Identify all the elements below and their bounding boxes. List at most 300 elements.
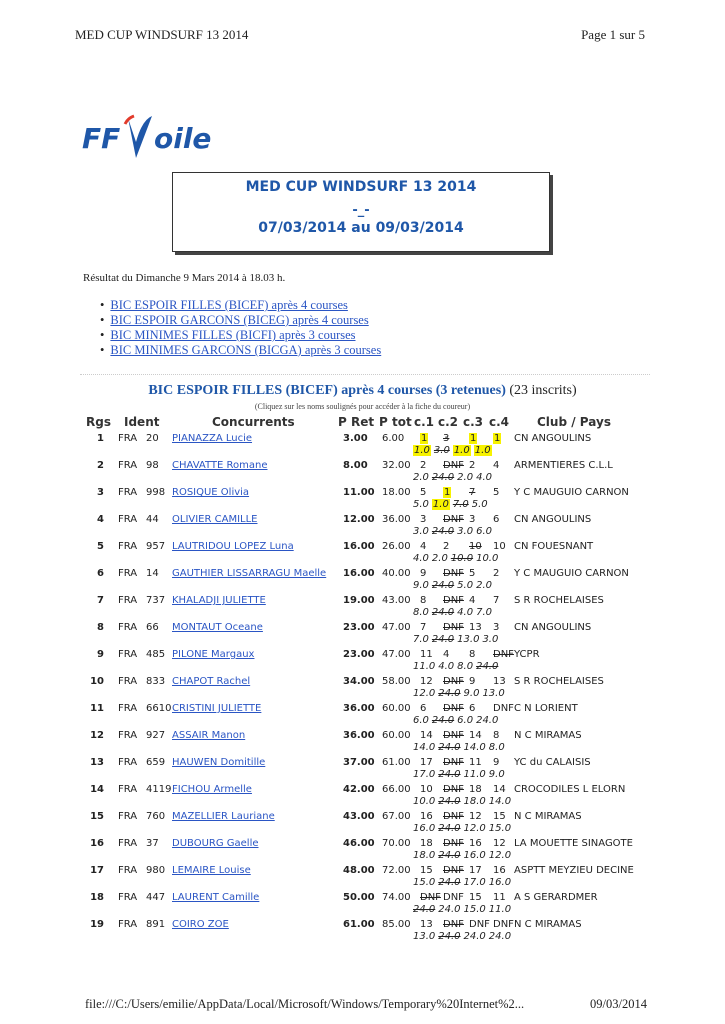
footer-url: file:///C:/Users/emilie/AppData/Local/Microsoft/Windows/Temporary%20Internet%2... <box>85 997 525 1011</box>
race-1: 3 <box>420 514 427 525</box>
sail-number: 14 <box>146 568 159 579</box>
race-points <box>413 607 495 618</box>
race-point: 24.0 <box>413 904 436 915</box>
race-point: 24.0 <box>488 931 512 942</box>
points-retained: 43.00 <box>343 811 375 822</box>
points-retained: 46.00 <box>343 838 375 849</box>
race-point: 13.0 <box>457 634 480 645</box>
nation: FRA <box>118 838 138 849</box>
points-retained: 19.00 <box>343 595 375 606</box>
race-point: 2.0 <box>476 580 492 591</box>
club: YC du CALAISIS <box>514 757 591 768</box>
race-point: 13.0 <box>482 688 505 699</box>
result-timestamp: Résultat du Dimanche 9 Mars 2014 à 18.03 h. <box>83 272 286 284</box>
rank: 12 <box>90 730 104 741</box>
race-point: 24.0 <box>438 850 461 861</box>
sail-number: 6610 <box>146 703 172 714</box>
race-point: 11.0 <box>463 769 486 780</box>
event-dates: 07/03/2014 au 09/03/2014 <box>258 220 464 236</box>
race-point: 15.0 <box>413 877 436 888</box>
race-point: 24.0 <box>438 904 461 915</box>
points-total: 72.00 <box>382 865 411 876</box>
race-point: 24.0 <box>438 877 461 888</box>
race-point: 5.0 <box>457 580 474 591</box>
rank: 9 <box>97 649 104 660</box>
race-point: 13.0 <box>413 931 436 942</box>
points-retained: 23.00 <box>343 622 375 633</box>
category-link-bicef[interactable]: BIC ESPOIR FILLES (BICEF) après 4 courses <box>110 298 348 312</box>
race-point: 3.0 <box>413 526 429 537</box>
race-4: DNF <box>493 703 514 714</box>
points-total: 6.00 <box>382 433 405 444</box>
competitor-name[interactable]: LAURENT Camille <box>172 892 260 903</box>
race-2: DNF <box>443 460 464 471</box>
sail-number: 891 <box>146 919 166 930</box>
sail-number: 20 <box>146 433 159 444</box>
points-total: 18.00 <box>382 487 411 498</box>
race-3: 9 <box>469 676 476 687</box>
race-1: 10 <box>420 784 433 795</box>
category-link-bicga[interactable]: BIC MINIMES GARCONS (BICGA) après 3 courses <box>110 343 382 357</box>
race-2: DNF <box>443 811 464 822</box>
race-2: DNF <box>443 892 464 903</box>
points-total: 47.00 <box>382 622 411 633</box>
nation: FRA <box>118 541 138 552</box>
club: CROCODILES L ELORN <box>514 784 626 795</box>
rank: 1 <box>97 433 104 444</box>
category-item: • BIC MINIMES FILLES (BICFI) après 3 courses <box>100 328 356 342</box>
sail-number: 957 <box>146 541 166 552</box>
nation: FRA <box>118 919 138 930</box>
race-2: 2 <box>443 541 450 552</box>
points-total: 36.00 <box>382 514 411 525</box>
points-retained: 23.00 <box>343 649 375 660</box>
sail-number: 447 <box>146 892 166 903</box>
race-4: DNF <box>493 919 514 930</box>
footer-date: 09/03/2014 <box>590 997 647 1011</box>
race-point: 16.0 <box>488 877 512 888</box>
points-retained: 36.00 <box>343 730 375 741</box>
competitor-name[interactable]: GAUTHIER LISSARRAGU Maelle <box>172 568 327 579</box>
points-retained: 11.00 <box>343 487 375 498</box>
race-1: 6 <box>420 703 427 714</box>
nation: FRA <box>118 460 138 471</box>
nation: FRA <box>118 892 138 903</box>
points-total: 60.00 <box>382 730 411 741</box>
race-2: DNF <box>443 838 464 849</box>
race-4: 7 <box>493 595 500 606</box>
col-pret: P Ret <box>338 415 375 429</box>
points-total: 60.00 <box>382 703 411 714</box>
race-point: 14.0 <box>413 742 436 753</box>
points-total: 85.00 <box>382 919 411 930</box>
race-2: DNF <box>443 514 464 525</box>
race-points <box>413 688 508 699</box>
race-2: DNF <box>443 622 464 633</box>
race-point: 24.0 <box>438 796 461 807</box>
rank: 6 <box>97 568 104 579</box>
race-4: 9 <box>493 757 500 768</box>
divider <box>80 374 650 375</box>
nation: FRA <box>118 757 138 768</box>
race-2: DNF <box>443 676 464 687</box>
race-point: 16.0 <box>463 850 486 861</box>
race-3: 11 <box>469 757 482 768</box>
competitor-name[interactable]: COIRO ZOE <box>172 919 229 930</box>
race-points <box>413 661 501 672</box>
race-point: 3.0 <box>433 445 450 456</box>
race-point: 9.0 <box>463 688 480 699</box>
race-3: 17 <box>469 865 482 876</box>
race-3: 10 <box>469 541 482 552</box>
race-point: 8.0 <box>413 607 429 618</box>
race-3: 8 <box>469 649 476 660</box>
club: ARMENTIERES C.L.L <box>514 460 613 471</box>
points-total: 66.00 <box>382 784 411 795</box>
race-point: 18.0 <box>463 796 486 807</box>
race-point: 10.0 <box>476 553 499 564</box>
club: YCPR <box>514 649 540 660</box>
points-retained: 16.00 <box>343 541 375 552</box>
race-point: 8.0 <box>457 661 474 672</box>
race-3: 2 <box>469 460 476 471</box>
points-retained: 37.00 <box>343 757 375 768</box>
race-point: 24.0 <box>438 823 461 834</box>
race-1: 1 <box>421 433 428 444</box>
rank: 19 <box>90 919 104 930</box>
points-total: 61.00 <box>382 757 411 768</box>
race-2: DNF <box>443 595 464 606</box>
race-4: 13 <box>493 676 506 687</box>
points-total: 40.00 <box>382 568 411 579</box>
race-1: 12 <box>420 676 433 687</box>
race-1: 11 <box>420 649 433 660</box>
race-1: 9 <box>420 568 427 579</box>
race-1: 4 <box>420 541 427 552</box>
race-point: 15.0 <box>463 904 486 915</box>
sail-number: 44 <box>146 514 159 525</box>
page-number: Page 1 sur 5 <box>581 27 645 42</box>
race-2: 4 <box>443 649 450 660</box>
competitor-name[interactable]: DUBOURG Gaelle <box>172 838 259 849</box>
points-retained: 8.00 <box>343 460 368 471</box>
competitor-name[interactable]: CHAPOT Rachel <box>172 676 251 687</box>
race-points <box>413 553 501 564</box>
race-point: 11.0 <box>413 661 436 672</box>
race-point: 24.0 <box>431 526 455 537</box>
col-concurrents: Concurrents <box>212 415 295 429</box>
competitor-name[interactable]: CRISTINI JULIETTE <box>172 703 262 714</box>
race-2: 1 <box>444 487 451 498</box>
race-point: 10.0 <box>413 796 436 807</box>
competitor-name[interactable]: HAUWEN Domitille <box>172 757 266 768</box>
points-total: 74.00 <box>382 892 411 903</box>
race-point: 24.0 <box>431 472 455 483</box>
competitor-name[interactable]: LAUTRIDOU LOPEZ Luna <box>172 541 294 552</box>
competitor-name[interactable]: ASSAIR Manon <box>172 730 246 741</box>
points-retained: 42.00 <box>343 784 375 795</box>
competitor-name[interactable]: KHALADJI JULIETTE <box>172 595 266 606</box>
rank: 3 <box>97 487 104 498</box>
rank: 15 <box>90 811 104 822</box>
points-retained: 16.00 <box>343 568 375 579</box>
section-title-count: (23 inscrits) <box>509 383 577 398</box>
event-title-box <box>172 172 550 252</box>
sail-number: 37 <box>146 838 159 849</box>
rank: 11 <box>90 703 104 714</box>
race-point: 24.0 <box>476 715 499 726</box>
nation: FRA <box>118 676 138 687</box>
category-item: • BIC ESPOIR GARCONS (BICEG) après 4 courses <box>100 313 369 327</box>
club: Y C MAUGUIO CARNON <box>514 568 629 579</box>
competitor-name[interactable]: ROSIQUE Olivia <box>172 487 250 498</box>
club: Y C MAUGUIO CARNON <box>514 487 629 498</box>
race-3: 1 <box>470 433 477 444</box>
race-1: 8 <box>420 595 427 606</box>
event-separator: -_- <box>352 203 370 218</box>
race-points <box>413 904 514 915</box>
nation: FRA <box>118 730 138 741</box>
col-c2: c.2 <box>438 415 459 429</box>
competitor-name[interactable]: LEMAIRE Louise <box>172 865 251 876</box>
section-title <box>0 383 725 399</box>
nation: FRA <box>118 514 138 525</box>
race-points <box>413 769 508 780</box>
nation: FRA <box>118 649 138 660</box>
race-point: 15.0 <box>488 823 512 834</box>
race-4: 8 <box>493 730 500 741</box>
sail-icon <box>122 112 154 162</box>
nation: FRA <box>118 595 138 606</box>
race-point: 17.0 <box>463 877 486 888</box>
logo-oile: oile <box>154 122 212 155</box>
race-point: 14.0 <box>463 742 486 753</box>
rank: 5 <box>97 541 104 552</box>
rank: 8 <box>97 622 104 633</box>
sail-number: 927 <box>146 730 166 741</box>
race-point: 7.0 <box>476 607 492 618</box>
race-point: 12.0 <box>463 823 486 834</box>
points-total: 47.00 <box>382 649 411 660</box>
race-point: 24.0 <box>463 931 486 942</box>
points-retained: 3.00 <box>343 433 368 444</box>
sail-number: 998 <box>146 487 166 498</box>
race-points <box>413 796 514 807</box>
nation: FRA <box>118 865 138 876</box>
section-title-main: BIC ESPOIR FILLES (BICEF) après 4 courses (3 retenues) <box>148 383 506 398</box>
race-2: DNF <box>443 919 464 930</box>
race-point: 6.0 <box>476 526 492 537</box>
race-4: 12 <box>493 838 506 849</box>
race-1: 5 <box>420 487 427 498</box>
race-4: DNF <box>493 649 514 660</box>
points-retained: 34.00 <box>343 676 375 687</box>
category-item: • BIC MINIMES GARCONS (BICGA) après 3 courses <box>100 343 382 357</box>
race-point: 1.0 <box>414 445 430 456</box>
race-2: DNF <box>443 784 464 795</box>
sail-number: 833 <box>146 676 166 687</box>
race-point: 6.0 <box>413 715 429 726</box>
race-point: 24.0 <box>438 769 461 780</box>
race-point: 12.0 <box>413 688 436 699</box>
race-3: 13 <box>469 622 482 633</box>
race-2: DNF <box>443 568 464 579</box>
competitor-name[interactable]: PILONE Margaux <box>172 649 255 660</box>
race-1: 14 <box>420 730 433 741</box>
col-ident: Ident <box>124 415 160 429</box>
race-2: DNF <box>443 865 464 876</box>
club: N C MIRAMAS <box>514 919 582 930</box>
race-3: 6 <box>469 703 476 714</box>
points-retained: 61.00 <box>343 919 375 930</box>
nation: FRA <box>118 811 138 822</box>
category-link-bicfi[interactable]: BIC MINIMES FILLES (BICFI) après 3 courses <box>110 328 356 342</box>
col-rgs: Rgs <box>86 415 111 429</box>
race-points <box>413 877 514 888</box>
race-points <box>413 931 514 942</box>
race-point: 9.0 <box>488 769 505 780</box>
race-point: 24.0 <box>431 580 455 591</box>
rank: 16 <box>90 838 104 849</box>
col-c4: c.4 <box>489 415 510 429</box>
points-retained: 48.00 <box>343 865 375 876</box>
club: N C MIRAMAS <box>514 811 582 822</box>
race-1: 15 <box>420 865 433 876</box>
race-points <box>413 634 501 645</box>
race-4: 11 <box>493 892 506 903</box>
rank: 10 <box>90 676 104 687</box>
rank: 18 <box>90 892 104 903</box>
ffvoile-logo <box>82 112 222 164</box>
race-point: 1.0 <box>474 445 491 456</box>
race-4: 4 <box>493 460 500 471</box>
club: ASPTT MEYZIEU DECINE <box>514 865 634 876</box>
race-point: 1.0 <box>453 445 470 456</box>
race-4: 16 <box>493 865 506 876</box>
race-point: 3.0 <box>457 526 474 537</box>
col-c1: c.1 <box>414 415 435 429</box>
race-2: 3 <box>443 433 450 444</box>
category-item: • BIC ESPOIR FILLES (BICEF) après 4 courses <box>100 298 348 312</box>
race-point: 2.0 <box>457 472 474 483</box>
category-link-biceg[interactable]: BIC ESPOIR GARCONS (BICEG) après 4 courses <box>110 313 369 327</box>
club: LA MOUETTE SINAGOTE <box>514 838 633 849</box>
race-point: 5.0 <box>413 499 429 510</box>
nation: FRA <box>118 784 138 795</box>
sail-number: 66 <box>146 622 159 633</box>
race-4: 5 <box>493 487 500 498</box>
points-total: 58.00 <box>382 676 411 687</box>
race-1: 17 <box>420 757 433 768</box>
race-3: 4 <box>469 595 476 606</box>
race-1: 18 <box>420 838 433 849</box>
race-4: 2 <box>493 568 500 579</box>
race-point: 3.0 <box>482 634 499 645</box>
points-retained: 12.00 <box>343 514 375 525</box>
race-point: 12.0 <box>488 850 512 861</box>
competitor-name[interactable]: PIANAZZA Lucie <box>172 433 253 444</box>
race-points <box>413 472 495 483</box>
race-point: 1.0 <box>432 499 449 510</box>
nation: FRA <box>118 568 138 579</box>
points-total: 32.00 <box>382 460 411 471</box>
race-point: 24.0 <box>438 688 461 699</box>
race-point: 10.0 <box>450 553 474 564</box>
race-point: 8.0 <box>488 742 505 753</box>
race-point: 7.0 <box>413 634 429 645</box>
club: S R ROCHELAISES <box>514 595 604 606</box>
competitor-name[interactable]: FICHOU Armelle <box>172 784 252 795</box>
race-1: 2 <box>420 460 427 471</box>
race-3: 7 <box>469 487 476 498</box>
race-point: 7.0 <box>452 499 469 510</box>
race-points <box>413 580 495 591</box>
club: CN ANGOULINS <box>514 622 592 633</box>
race-points <box>413 499 491 510</box>
race-4: 15 <box>493 811 506 822</box>
competitor-name[interactable]: MAZELLIER Lauriane <box>172 811 275 822</box>
race-point: 24.0 <box>438 931 461 942</box>
race-2: DNF <box>443 757 464 768</box>
col-ptot: P tot <box>379 415 412 429</box>
sail-number: 737 <box>146 595 166 606</box>
race-4: 14 <box>493 784 506 795</box>
race-point: 4.0 <box>476 472 492 483</box>
race-3: 12 <box>469 811 482 822</box>
race-4: 3 <box>493 622 500 633</box>
club: CN ANGOULINS <box>514 514 592 525</box>
race-1: 7 <box>420 622 427 633</box>
points-retained: 36.00 <box>343 703 375 714</box>
race-points <box>413 445 495 456</box>
race-1: DNF <box>420 892 441 903</box>
race-points <box>413 715 501 726</box>
race-point: 18.0 <box>413 850 436 861</box>
logo-ff: FF <box>82 122 121 155</box>
race-point: 6.0 <box>457 715 474 726</box>
club: C N LORIENT <box>514 703 578 714</box>
nation: FRA <box>118 487 138 498</box>
competitor-name[interactable]: MONTAUT Oceane <box>172 622 263 633</box>
race-point: 4.0 <box>438 661 455 672</box>
club: CN FOUESNANT <box>514 541 594 552</box>
race-4: 6 <box>493 514 500 525</box>
rank: 7 <box>97 595 104 606</box>
competitor-name[interactable]: OLIVIER CAMILLE <box>172 514 258 525</box>
competitor-name[interactable]: CHAVATTE Romane <box>172 460 268 471</box>
sail-number: 4119 <box>146 784 172 795</box>
sail-number: 485 <box>146 649 166 660</box>
sail-number: 760 <box>146 811 166 822</box>
section-note: (Cliquez sur les noms soulignés pour accéder à la fiche du coureur) <box>254 402 471 411</box>
race-point: 2.0 <box>413 472 429 483</box>
race-point: 24.0 <box>431 715 455 726</box>
race-4: 1 <box>494 433 501 444</box>
nation: FRA <box>118 622 138 633</box>
race-point: 24.0 <box>438 742 461 753</box>
sail-number: 980 <box>146 865 166 876</box>
club: N C MIRAMAS <box>514 730 582 741</box>
race-points <box>413 526 495 537</box>
rank: 14 <box>90 784 104 795</box>
col-club: Club / Pays <box>537 415 611 429</box>
race-point: 24.0 <box>431 634 455 645</box>
race-3: 15 <box>469 892 482 903</box>
nation: FRA <box>118 703 138 714</box>
race-1: 16 <box>420 811 433 822</box>
points-total: 67.00 <box>382 811 411 822</box>
race-3: 3 <box>469 514 476 525</box>
